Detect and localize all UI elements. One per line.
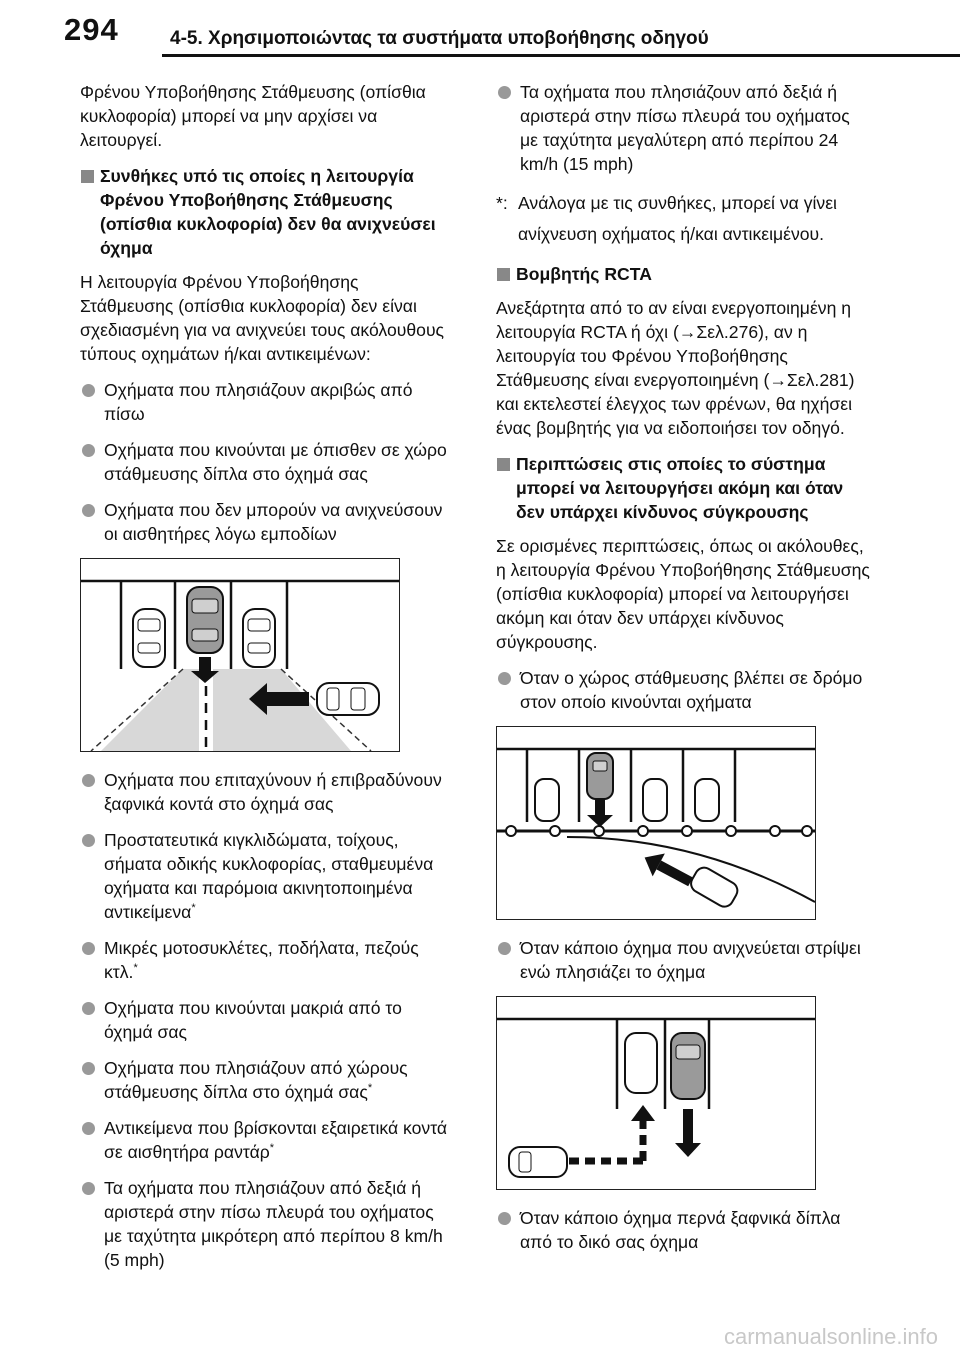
bullet-icon — [82, 444, 95, 457]
road-facing-parking-illustration — [496, 726, 816, 920]
bullet-icon — [498, 942, 511, 955]
list-item — [80, 1056, 450, 1104]
list-item-text: Όταν ο χώρος στάθμευσης βλέπει σε δρόμο στον οποίο κινούνται οχήματα — [520, 668, 863, 712]
footnote-marker: * — [269, 1142, 275, 1155]
bullet-icon — [82, 1002, 95, 1015]
list-item — [496, 666, 871, 714]
turning-path-arrow-icon — [569, 1105, 655, 1161]
list-item-text: Προστατευτικά κιγκλιδώματα, τοίχους, σήματα οδικής κυκλοφορίας, σταθμευμένα οχήματα και παρόμοια ακινητοποιημένα αντικείμενα — [104, 830, 434, 922]
heading-text: Περιπτώσεις στις οποίες το σύστημα μπορεί να λειτουργήσει ακόμη και όταν δεν υπάρχει κίνδυνος σύγκρουσης — [516, 454, 844, 522]
paragraph-undetected: Η λειτουργία Φρένου Υποβοήθησης Στάθμευσης (οπίσθια κυκλοφορία) δεν είναι σχεδιασμένη για να ανιχνεύει τους ακόλουθους τύπους οχημάτων ή/και αντικειμένων: — [80, 272, 445, 364]
footnote-marker: * — [367, 1082, 373, 1095]
square-bullet-icon — [497, 268, 510, 281]
list-item — [496, 1206, 871, 1254]
bullet-icon — [82, 384, 95, 397]
bullet-icon — [82, 1122, 95, 1135]
reverse-arrow-icon — [675, 1109, 701, 1157]
heading-text: Βομβητής RCTA — [516, 264, 652, 284]
intro-paragraph: Φρένου Υποβοήθησης Στάθμευσης (οπίσθια κυκλοφορία) μπορεί να μην αρχίσει να λειτουργεί. — [80, 82, 426, 150]
bullet-icon — [82, 504, 95, 517]
heading-rcta-buzzer — [496, 262, 871, 286]
parked-car-right-icon — [243, 609, 275, 667]
paragraph-rcta: Ανεξάρτητα από το αν είναι ενεργοποιημένη η λειτουργία RCTA ή όχι (→Σελ.276), αν η λειτουργία του Φρένου Υποβοήθησης Στάθμευσης είναι ενεργοποιημένη (→Σελ.281) και εκτελεστεί έλεγχος των φρένων, θα ηχήσει ένας βομβητής για να ειδοποιήσει τον οδηγό. — [496, 298, 855, 438]
list-item — [80, 936, 450, 984]
own-car-icon — [187, 587, 223, 653]
page-header — [0, 0, 960, 62]
bullet-icon — [82, 942, 95, 955]
footnote-mark: *: — [496, 193, 508, 213]
watermark: carmanualsonline.info — [723, 1324, 938, 1349]
turning-car-icon — [688, 864, 741, 910]
reverse-arrow-icon — [587, 799, 613, 827]
bullet-icon — [82, 1182, 95, 1195]
parking-obstruction-illustration — [80, 558, 400, 752]
own-car-icon — [671, 1033, 705, 1099]
list-item — [80, 1116, 450, 1164]
right-column — [496, 80, 871, 1266]
footnote-text: Ανάλογα με τις συνθήκες, μπορεί να γίνει ανίχνευση οχήματος ή/και αντικειμένου. — [518, 193, 837, 244]
own-car-icon — [587, 753, 613, 799]
list-item — [80, 1176, 450, 1272]
bullet-icon — [498, 1212, 511, 1225]
turning-vehicle-illustration — [496, 996, 816, 1190]
approach-arrow-icon — [639, 846, 697, 893]
list-item-text: Όταν κάποιο όχημα που ανιχνεύεται στρίψει ενώ πλησιάζει το όχημα — [520, 938, 861, 982]
list-item — [496, 936, 871, 984]
footnote — [496, 188, 871, 250]
bullet-icon — [498, 672, 511, 685]
bullet-icon — [82, 834, 95, 847]
list-item-text: Μικρές μοτοσυκλέτες, ποδήλατα, πεζούς κτλ. — [104, 938, 419, 982]
parked-car-icon — [535, 779, 719, 821]
page-number: 294 — [64, 12, 119, 47]
list-item — [80, 768, 450, 816]
bullet-icon — [498, 86, 511, 99]
parked-car-left-icon — [133, 609, 165, 667]
list-item-text: Όταν κάποιο όχημα περνά ξαφνικά δίπλα από το δικό σας όχημα — [520, 1208, 841, 1252]
header-rule — [162, 54, 960, 57]
list-item — [80, 828, 450, 924]
paragraph-false-activation: Σε ορισμένες περιπτώσεις, όπως οι ακόλουθες, η λειτουργία Φρένου Υποβοήθησης Στάθμευσης (οπίσθια κυκλοφορία) μπορεί να λειτουργήσει ακόμη και όταν δεν υπάρχει κίνδυνος σύγκρουσης. — [496, 536, 870, 652]
left-column — [80, 80, 450, 1284]
list-item — [80, 438, 450, 486]
bullet-icon — [82, 1062, 95, 1075]
list-item-text: Αντικείμενα που βρίσκονται εξαιρετικά κοντά σε αισθητήρα ραντάρ — [104, 1118, 448, 1162]
list-item-text: Οχήματα που δεν μπορούν να ανιχνεύσουν οι αισθητήρες λόγω εμποδίων — [104, 500, 443, 544]
list-item-text: Τα οχήματα που πλησιάζουν από δεξιά ή αριστερά στην πίσω πλευρά του οχήματος με ταχύτητα μικρότερη από περίπου 8 km/h (5 mph) — [104, 1178, 443, 1270]
list-item-text: Οχήματα που κινούνται μακριά από το όχημά σας — [104, 998, 402, 1042]
footnote-marker: * — [133, 962, 138, 975]
square-bullet-icon — [81, 170, 94, 183]
list-item-text: Οχήματα που πλησιάζουν ακριβώς από πίσω — [104, 380, 413, 424]
section-title: 4-5. Χρησιμοποιώντας τα συστήματα υποβοήθησης οδηγού — [170, 28, 709, 49]
list-item-text: Οχήματα που κινούνται με όπισθεν σε χώρο στάθμευσης δίπλα στο όχημά σας — [104, 440, 447, 484]
heading-false-activation — [496, 452, 871, 524]
list-item — [80, 996, 450, 1044]
footnote-marker: * — [191, 902, 196, 915]
list-item-text: Οχήματα που επιταχύνουν ή επιβραδύνουν ξαφνικά κοντά στο όχημά σας — [104, 770, 442, 814]
list-item — [496, 80, 871, 176]
heading-text: Συνθήκες υπό τις οποίες η λειτουργία Φρένου Υποβοήθησης Στάθμευσης (οπίσθια κυκλοφορία) δεν θα ανιχνεύσει όχημα — [100, 166, 436, 258]
approaching-car-icon — [509, 1147, 567, 1177]
square-bullet-icon — [497, 458, 510, 471]
parked-car-icon — [625, 1033, 657, 1093]
approaching-car-icon — [317, 683, 379, 715]
list-item-text: Οχήματα που πλησιάζουν από χώρους στάθμευσης δίπλα στο όχημά σας — [104, 1058, 408, 1102]
list-item — [80, 498, 450, 546]
list-item — [80, 378, 450, 426]
heading-undetected-conditions — [80, 164, 450, 260]
list-item-text: Τα οχήματα που πλησιάζουν από δεξιά ή αριστερά στην πίσω πλευρά του οχήματος με ταχύτητα μεγαλύτερη από περίπου 24 km/h (15 mph) — [520, 82, 850, 174]
bullet-icon — [82, 774, 95, 787]
